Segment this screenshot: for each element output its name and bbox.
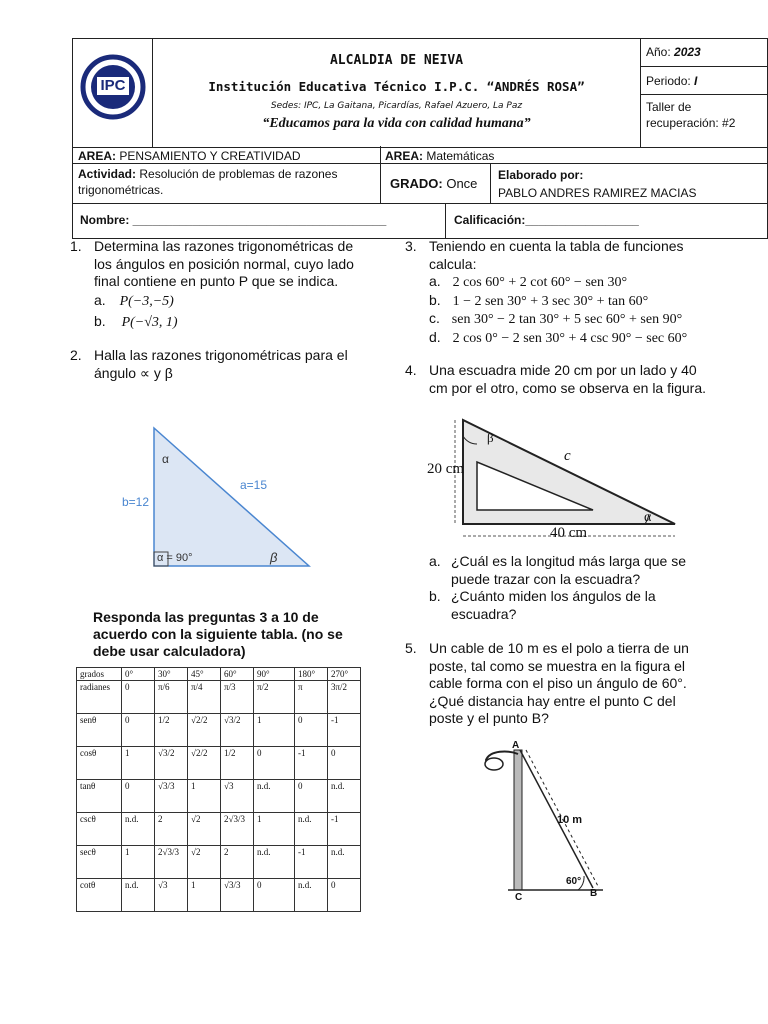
table-cell: 1 bbox=[188, 780, 221, 813]
q2-line: ángulo ∝ y β bbox=[94, 364, 173, 381]
table-cell: 1/2 bbox=[221, 747, 254, 780]
area2-value: Matemáticas bbox=[426, 149, 495, 163]
period-value: I bbox=[694, 74, 698, 88]
instructions-line: Responda las preguntas 3 a 10 de bbox=[93, 609, 319, 625]
table-cell: -1 bbox=[328, 714, 361, 747]
q4-b-line: ¿Cuánto miden los ángulos de la bbox=[451, 588, 656, 604]
table-cell: 0 bbox=[328, 747, 361, 780]
table-cell: √3/3 bbox=[155, 780, 188, 813]
area-value: PENSAMIENTO Y CREATIVIDAD bbox=[119, 149, 301, 163]
q1-line: final contiene en punto P que se indica. bbox=[94, 273, 339, 289]
table-cell: √3/3 bbox=[221, 879, 254, 912]
q3-item-expr: 2 cos 60° + 2 cot 60° − sen 30° bbox=[452, 275, 628, 290]
period-label: Periodo: bbox=[646, 74, 691, 88]
table-header: 30° bbox=[155, 668, 188, 681]
q3-number: 3. bbox=[405, 238, 417, 254]
table-row bbox=[77, 879, 361, 912]
table-cell: π/4 bbox=[188, 681, 221, 714]
table-cell: √3 bbox=[221, 780, 254, 813]
table-header: grados bbox=[77, 668, 122, 681]
table-instructions bbox=[93, 609, 363, 660]
q4-b-line: escuadra? bbox=[451, 605, 517, 622]
q4-number: 4. bbox=[405, 362, 417, 378]
q4-line: Una escuadra mide 20 cm por un lado y 40 bbox=[429, 362, 697, 378]
pole-figure bbox=[478, 740, 618, 900]
q3-item-label: b. bbox=[429, 291, 441, 308]
q1-a-label: a. bbox=[94, 291, 106, 308]
table-cell: 1 bbox=[122, 747, 155, 780]
logo-cell bbox=[73, 39, 153, 147]
table-cell: n.d. bbox=[254, 780, 295, 813]
table-cell: radianes bbox=[77, 681, 122, 714]
table-cell: n.d. bbox=[122, 813, 155, 846]
header-right-column bbox=[640, 39, 768, 147]
table-cell: 0 bbox=[328, 879, 361, 912]
pole-point-a: A bbox=[512, 740, 520, 751]
table-cell: 1 bbox=[122, 846, 155, 879]
table-cell: 0 bbox=[122, 780, 155, 813]
right-angle-label: α = 90° bbox=[157, 552, 193, 564]
alpha-label: α bbox=[162, 452, 169, 466]
triangle-shape bbox=[154, 428, 309, 566]
institution-name: Institución Educativa Técnico I.P.C. “ANDRÉS ROSA” bbox=[208, 79, 585, 94]
table-cell: 2 bbox=[221, 846, 254, 879]
q3-item-label: a. bbox=[429, 273, 441, 289]
q5-line: cable forma con el piso un ángulo de 60°. bbox=[429, 675, 687, 691]
actividad-value: Resolución de problemas de razones bbox=[139, 167, 338, 181]
table-cell: cosθ bbox=[77, 747, 122, 780]
q2-number: 2. bbox=[70, 347, 82, 363]
table-cell: 1 bbox=[254, 714, 295, 747]
q3-item-expr: 1 − 2 sen 30° + 3 sec 30° + tan 60° bbox=[452, 293, 649, 309]
q4-a-line: ¿Cuál es la longitud más larga que se bbox=[451, 553, 687, 569]
q3-item-expr: sen 30° − 2 tan 30° + 5 sec 60° + sen 90° bbox=[451, 312, 683, 327]
table-cell: 0 bbox=[295, 714, 328, 747]
table-row bbox=[77, 747, 361, 780]
q4-a-line: puede trazar con la escuadra? bbox=[451, 570, 641, 587]
q1-b-value: P(−√3, 1) bbox=[121, 315, 178, 330]
table-cell: √2 bbox=[188, 813, 221, 846]
table-header: 60° bbox=[221, 668, 254, 681]
table-cell: π/3 bbox=[221, 681, 254, 714]
table-cell: 2√3/3 bbox=[221, 813, 254, 846]
table-cell: π bbox=[295, 681, 328, 714]
grado-label: GRADO: bbox=[390, 176, 443, 191]
taller-label: Taller de recuperación: #2 bbox=[646, 100, 736, 130]
instructions-line: acuerdo con la siguiente tabla. (no se bbox=[93, 626, 343, 642]
escuadra-alpha-label: α bbox=[644, 510, 652, 525]
escuadra-beta-label: β bbox=[487, 430, 494, 445]
table-cell: n.d. bbox=[295, 813, 328, 846]
q4-b-label: b. bbox=[429, 588, 441, 604]
table-row bbox=[77, 714, 361, 747]
table-cell: √3 bbox=[155, 879, 188, 912]
table-header: 0° bbox=[122, 668, 155, 681]
table-cell: π/6 bbox=[155, 681, 188, 714]
q5-line: ¿Qué distancia hay entre el punto C del bbox=[429, 692, 676, 709]
table-cell: √3/2 bbox=[221, 714, 254, 747]
nombre-field[interactable]: Nombre: ______________________________________ bbox=[80, 213, 387, 227]
calificacion-field[interactable]: Calificación:_________________ bbox=[454, 213, 639, 227]
beta-label: β bbox=[270, 550, 278, 565]
escuadra-height-label: 20 cm bbox=[427, 461, 465, 477]
table-row bbox=[77, 681, 361, 714]
elaborado-label: Elaborado por: bbox=[498, 168, 584, 182]
q2-line: Halla las razones trigonométricas para el bbox=[94, 347, 348, 363]
table-header: 45° bbox=[188, 668, 221, 681]
cable-length-label: 10 m bbox=[557, 814, 583, 826]
q5-line: Un cable de 10 m es el polo a tierra de un bbox=[429, 640, 689, 656]
table-cell: √2/2 bbox=[188, 747, 221, 780]
q1-a-value: P(−3,−5) bbox=[119, 293, 174, 309]
q4-line: cm por el otro, como se observa en la figura. bbox=[429, 379, 707, 396]
table-cell: 0 bbox=[122, 681, 155, 714]
year-label: Año: bbox=[646, 45, 671, 59]
period-row bbox=[641, 67, 768, 95]
year-row bbox=[641, 39, 768, 67]
table-cell: 2 bbox=[155, 813, 188, 846]
motto: “Educamos para la vida con calidad humana” bbox=[262, 116, 531, 131]
grado-value: Once bbox=[446, 176, 478, 191]
table-cell: cscθ bbox=[77, 813, 122, 846]
page-title: ALCALDIA DE NEIVA bbox=[329, 53, 464, 68]
actividad-value-2: trigonométricas. bbox=[78, 183, 164, 197]
table-cell: cotθ bbox=[77, 879, 122, 912]
actividad-cell bbox=[78, 166, 376, 198]
q3-line: Teniendo en cuenta la tabla de funciones bbox=[429, 238, 684, 254]
table-cell: 0 bbox=[122, 714, 155, 747]
table-cell: -1 bbox=[328, 813, 361, 846]
grado-cell bbox=[390, 176, 477, 191]
q3-line: calcula: bbox=[429, 255, 477, 272]
q1-b-label: b. bbox=[94, 313, 106, 329]
area-label: AREA: bbox=[78, 149, 116, 163]
table-cell: π/2 bbox=[254, 681, 295, 714]
cable-angle-label: 60° bbox=[566, 876, 582, 887]
table-cell: 1 bbox=[188, 879, 221, 912]
table-header: 90° bbox=[254, 668, 295, 681]
q3-item-label: c. bbox=[429, 310, 440, 326]
trig-table bbox=[76, 667, 361, 912]
table-cell: n.d. bbox=[328, 846, 361, 879]
q1-line: Determina las razones trigonométricas de bbox=[94, 238, 354, 254]
q3-item-label: d. bbox=[429, 328, 441, 345]
table-cell: 0 bbox=[295, 780, 328, 813]
year-value: 2023 bbox=[674, 45, 701, 59]
table-cell: tanθ bbox=[77, 780, 122, 813]
table-cell: 0 bbox=[254, 747, 295, 780]
table-cell: n.d. bbox=[328, 780, 361, 813]
area-cell bbox=[78, 149, 301, 163]
table-cell: -1 bbox=[295, 846, 328, 879]
table-cell: secθ bbox=[77, 846, 122, 879]
side-b-label: b=12 bbox=[122, 495, 150, 509]
table-cell: -1 bbox=[295, 747, 328, 780]
q1-line: los ángulos en posición normal, cuyo lado bbox=[94, 255, 354, 272]
q1-text bbox=[94, 238, 374, 332]
table-row bbox=[77, 813, 361, 846]
q1-number: 1. bbox=[70, 238, 82, 254]
sedes-line: Sedes: IPC, La Gaitana, Picardías, Rafael Azuero, La Paz bbox=[270, 101, 523, 111]
table-cell: 2√3/3 bbox=[155, 846, 188, 879]
pole-point-c: C bbox=[515, 892, 523, 903]
pole-point-b: B bbox=[590, 888, 598, 899]
table-cell: n.d. bbox=[122, 879, 155, 912]
table-cell: 1 bbox=[254, 813, 295, 846]
table-header: 270° bbox=[328, 668, 361, 681]
table-row bbox=[77, 780, 361, 813]
table-cell: √3/2 bbox=[155, 747, 188, 780]
actividad-label: Actividad: bbox=[78, 167, 137, 181]
table-row bbox=[77, 846, 361, 879]
table-cell: √2 bbox=[188, 846, 221, 879]
escuadra-width-label: 40 cm bbox=[550, 525, 588, 541]
table-cell: n.d. bbox=[254, 846, 295, 879]
table-cell: 3π/2 bbox=[328, 681, 361, 714]
logo-text: IPC bbox=[100, 77, 126, 94]
q3-item-expr: 2 cos 0° − 2 sen 30° + 4 csc 90° − sec 60° bbox=[452, 330, 688, 346]
q5-line: poste, tal como se muestra en la figura el bbox=[429, 657, 686, 674]
instructions-line: debe usar calculadora) bbox=[93, 643, 246, 659]
side-a-label: a=15 bbox=[240, 478, 268, 492]
elaborado-value: PABLO ANDRES RAMIREZ MACIAS bbox=[498, 186, 697, 200]
area2-cell bbox=[385, 149, 494, 163]
table-cell: 0 bbox=[254, 879, 295, 912]
q4-a-label: a. bbox=[429, 553, 441, 569]
q5-number: 5. bbox=[405, 640, 417, 656]
table-header-row bbox=[77, 668, 361, 681]
table-cell: senθ bbox=[77, 714, 122, 747]
table-cell: √2/2 bbox=[188, 714, 221, 747]
table-cell: n.d. bbox=[295, 879, 328, 912]
q5-line: poste y el punto B? bbox=[429, 710, 549, 726]
escuadra-hyp-label: c bbox=[564, 448, 571, 464]
table-header: 180° bbox=[295, 668, 328, 681]
table-cell: 1/2 bbox=[155, 714, 188, 747]
area2-label: AREA: bbox=[385, 149, 423, 163]
elaborado-cell bbox=[498, 166, 697, 202]
header-table bbox=[72, 38, 768, 148]
